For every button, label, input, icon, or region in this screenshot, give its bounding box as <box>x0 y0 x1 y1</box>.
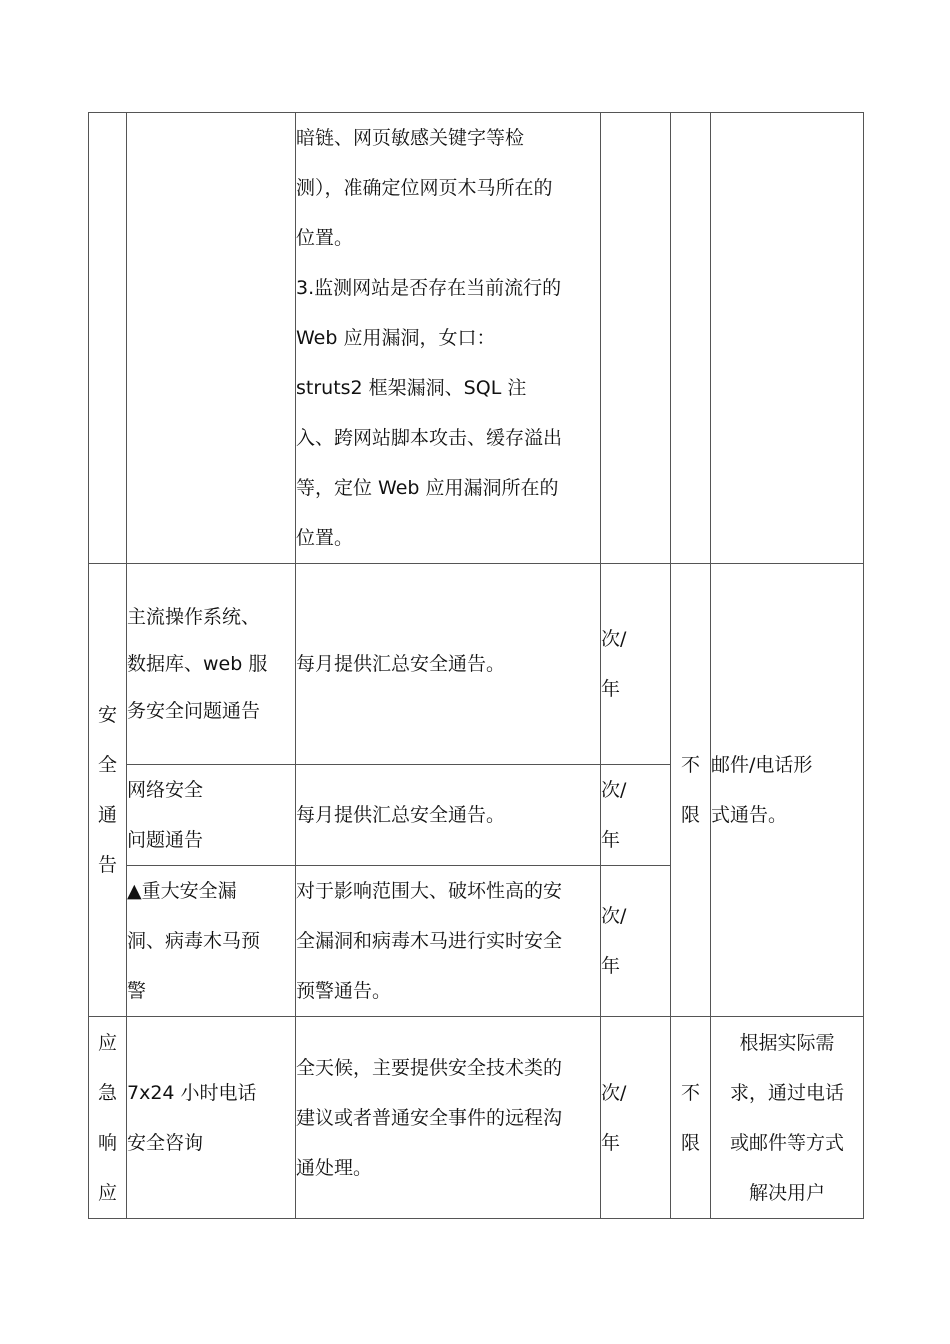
unit-cell-empty <box>601 113 671 564</box>
method-cell <box>711 1017 864 1219</box>
category-char: 全 <box>97 754 117 776</box>
unit-line: 次/ <box>601 1081 627 1104</box>
category-char: 安 <box>97 704 117 726</box>
unit-cell <box>601 866 671 1017</box>
item-name-line: 主流操作系统、 <box>127 605 261 628</box>
unit-line: 次/ <box>601 905 627 927</box>
table-row <box>89 1017 864 1219</box>
item-name-cell <box>127 564 296 765</box>
description-line: 3.监测网站是否存在当前流行的 <box>296 277 562 299</box>
category-char: 通 <box>97 804 117 826</box>
description-cell <box>296 866 601 1017</box>
description-line: 建议或者普通安全事件的远程沟 <box>296 1106 563 1129</box>
description-line: struts2 框架漏洞、SQL 注 <box>296 377 527 399</box>
description-cell <box>296 765 601 866</box>
method-line: 或邮件等方式 <box>729 1131 844 1154</box>
description-line: 每月提供汇总安全通告。 <box>296 653 506 675</box>
method-cell <box>711 564 864 1017</box>
method-line: 解决用户 <box>748 1181 825 1204</box>
limit-char: 不 <box>680 754 700 776</box>
description-cell <box>296 1017 601 1219</box>
description-line: 全天候，主要提供安全技术类的 <box>296 1056 563 1079</box>
category-char: 应 <box>97 1181 117 1204</box>
item-name-line: 洞、病毒木马预 <box>127 930 261 952</box>
unit-cell <box>601 564 671 765</box>
description-cell <box>296 113 601 564</box>
item-name-line: 问题通告 <box>127 829 204 851</box>
category-char: 应 <box>97 1031 117 1054</box>
category-char: 响 <box>97 1131 117 1154</box>
unit-cell <box>601 1017 671 1219</box>
description-line: 预警通告。 <box>296 980 392 1002</box>
category-cell-empty <box>89 113 127 564</box>
item-name-line: 务安全问题通告 <box>127 699 261 722</box>
description-line: 对于影响范围大、破坏性高的安 <box>296 880 563 902</box>
method-line: 求，通过电话 <box>729 1081 844 1104</box>
description-line: Web 应用漏洞，女口： <box>296 327 496 349</box>
limit-cell <box>671 1017 711 1219</box>
item-name-line: 7x24 小时电话 <box>127 1081 257 1104</box>
item-name-cell <box>127 765 296 866</box>
limit-cell-empty <box>671 113 711 564</box>
unit-line: 次/ <box>601 779 627 801</box>
description-line: 测），准确定位网页木马所在的 <box>296 177 553 199</box>
description-line: 位置。 <box>296 527 354 549</box>
method-line: 根据实际需 <box>739 1031 835 1054</box>
item-name-cell-empty <box>127 113 296 564</box>
service-table <box>88 112 864 1219</box>
description-line: 位置。 <box>296 227 354 249</box>
description-line: 每月提供汇总安全通告。 <box>296 804 506 826</box>
description-line: 等，定位 Web 应用漏洞所在的 <box>296 477 559 499</box>
unit-cell <box>601 765 671 866</box>
description-line: 暗链、网页敏感关键字等检 <box>296 127 525 149</box>
unit-line: 年 <box>601 829 621 851</box>
limit-cell <box>671 564 711 1017</box>
unit-line: 年 <box>601 955 621 977</box>
category-cell-security-notice <box>89 564 127 1017</box>
table-row <box>89 564 864 765</box>
unit-line: 年 <box>601 1131 621 1154</box>
unit-line: 年 <box>601 678 621 700</box>
method-line: 邮件/电话形 <box>711 754 813 776</box>
unit-line: 次/ <box>601 628 627 650</box>
description-line: 入、跨网站脚本攻击、缓存溢出 <box>296 427 563 449</box>
method-cell-empty <box>711 113 864 564</box>
category-char: 急 <box>97 1081 117 1104</box>
category-char: 告 <box>97 854 117 876</box>
method-line: 式通告。 <box>711 804 788 826</box>
table-row-continuation <box>89 113 864 564</box>
limit-char: 限 <box>680 1131 700 1154</box>
item-name-line: 安全咨询 <box>127 1131 204 1154</box>
limit-char: 不 <box>680 1081 700 1104</box>
description-cell <box>296 564 601 765</box>
category-cell-emergency-response <box>89 1017 127 1219</box>
item-name-line: ▲重大安全漏 <box>127 880 237 902</box>
item-name-line: 警 <box>127 980 147 1002</box>
description-line: 全漏洞和病毒木马进行实时安全 <box>296 930 563 952</box>
item-name-cell <box>127 1017 296 1219</box>
item-name-line: 数据库、web 服 <box>127 652 268 675</box>
item-name-cell <box>127 866 296 1017</box>
description-line: 通处理。 <box>296 1156 373 1179</box>
limit-char: 限 <box>680 804 700 826</box>
item-name-line: 网络安全 <box>127 779 204 801</box>
